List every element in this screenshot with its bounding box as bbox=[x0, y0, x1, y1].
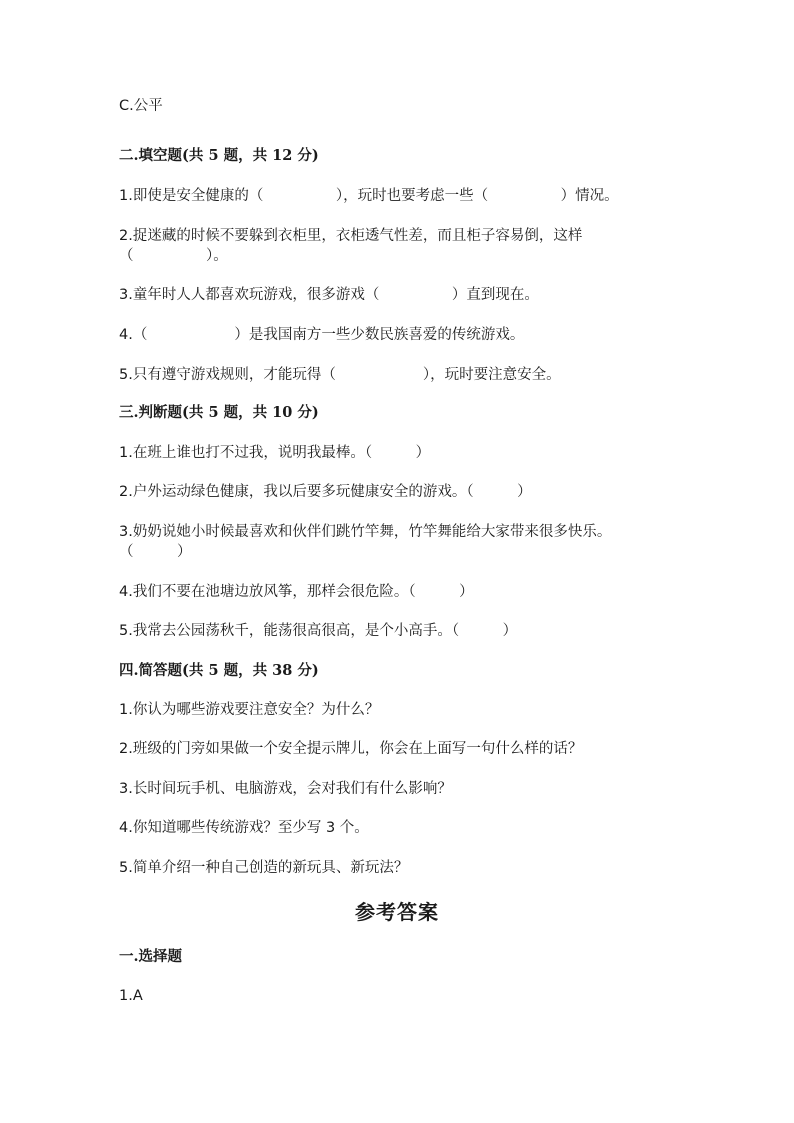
short-answer-question-1: 1.你认为哪些游戏要注意安全？为什么？ bbox=[119, 702, 380, 718]
fill-blank-question-2-line-2: （ ）。 bbox=[119, 248, 228, 264]
answer-1: 1.A bbox=[119, 988, 143, 1004]
true-false-question-5: 5.我常去公园荡秋千，能荡很高很高，是个小高手。（ ） bbox=[119, 623, 518, 639]
true-false-question-3-line-1: 3.奶奶说她小时候最喜欢和伙伴们跳竹竿舞，竹竿舞能给大家带来很多快乐。 bbox=[119, 524, 612, 540]
fill-blank-question-5: 5.只有遵守游戏规则，才能玩得（ ），玩时要注意安全。 bbox=[119, 367, 561, 383]
true-false-question-1: 1.在班上谁也打不过我，说明我最棒。（ ） bbox=[119, 445, 431, 461]
short-answer-question-4: 4.你知道哪些传统游戏？至少写 3 个。 bbox=[119, 820, 369, 836]
section-fill-blank-heading: 二.填空题(共 5 题，共 12 分) bbox=[119, 147, 319, 164]
true-false-question-3-line-2: （ ） bbox=[119, 544, 192, 560]
short-answer-question-5: 5.简单介绍一种自己创造的新玩具、新玩法？ bbox=[119, 860, 409, 876]
fill-blank-question-4: 4.（ ）是我国南方一些少数民族喜爱的传统游戏。 bbox=[119, 327, 525, 343]
short-answer-question-2: 2.班级的门旁如果做一个安全提示牌儿，你会在上面写一句什么样的话？ bbox=[119, 741, 583, 757]
answers-section-1-heading: 一.选择题 bbox=[119, 948, 183, 965]
section-true-false-heading: 三.判断题(共 5 题，共 10 分) bbox=[119, 404, 319, 421]
section-short-answer-heading: 四.简答题(共 5 题，共 38 分) bbox=[119, 662, 319, 679]
short-answer-question-3: 3.长时间玩手机、电脑游戏，会对我们有什么影响？ bbox=[119, 781, 452, 797]
answers-title: 参考答案 bbox=[355, 900, 439, 924]
fill-blank-question-3: 3.童年时人人都喜欢玩游戏，很多游戏（ ）直到现在。 bbox=[119, 287, 539, 303]
true-false-question-4: 4.我们不要在池塘边放风筝，那样会很危险。（ ） bbox=[119, 584, 474, 600]
option-c: C.公平 bbox=[119, 98, 163, 114]
true-false-question-2: 2.户外运动绿色健康，我以后要多玩健康安全的游戏。（ ） bbox=[119, 484, 532, 500]
fill-blank-question-2-line-1: 2.捉迷藏的时候不要躲到衣柜里，衣柜透气性差，而且柜子容易倒，这样 bbox=[119, 228, 583, 244]
fill-blank-question-1: 1.即使是安全健康的（ ），玩时也要考虑一些（ ）情况。 bbox=[119, 188, 619, 204]
